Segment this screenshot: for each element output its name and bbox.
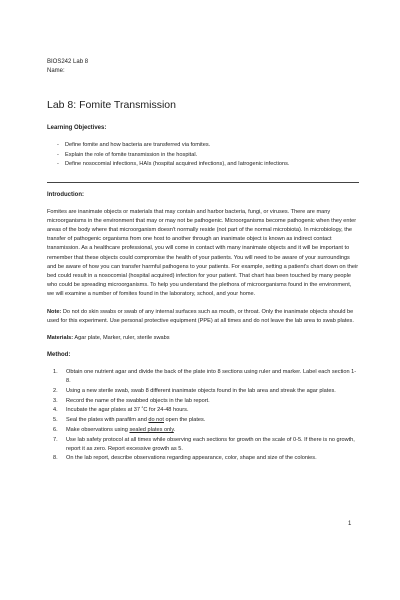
method-step	[53, 406, 359, 415]
introduction-paragraph: Fomites are inanimate objects or materials that may contain and harbor bacteria, fungi, or viruses. There are many microorganisms in the environment that may or may not be pathogenic. Microorganisms become pathogenic when they enter areas of the body where that microorganism doesn't normally reside (not part of the normal microbiota). In microbiology, the transfer of pathogenic organisms from one host to another through an inanimate object is known as indirect contact transmission. As a healthcare professional, you will come in contact with many inanimate objects and it will be important to remember that these objects could compromise the health of your patients. You will need to be aware of your surroundings and be aware of how you can transfer harmful pathogens to your patients. For example, setting a patient's chart down on their bed could result in a nosocomial (hospital acquired) infection for your patient. That chart has been touched by many people who could be spreading microorganisms. To help you understand the plethora of microorganisms found in the environment, we will examine a number of fomites found in the laboratory, school, and your home.	[47, 208, 359, 298]
method-step	[53, 397, 359, 406]
objective-text: Define nosocomial infections, HAIs (hospital acquired infections), and Iatrogenic infections.	[65, 161, 290, 167]
note-label: Note:	[47, 308, 62, 315]
course-label: BIOS242 Lab 8	[47, 59, 89, 65]
note-paragraph	[47, 308, 359, 326]
name-label: Name:	[47, 67, 65, 74]
method-step	[53, 426, 359, 435]
method-step	[53, 387, 359, 396]
objective-item	[57, 141, 359, 151]
step-number: 6.	[53, 426, 58, 433]
step-number: 5.	[53, 417, 58, 424]
step-number: 2.	[53, 388, 58, 395]
note-text: Do not do skin swabs or swab of any internal surfaces such as mouth, or throat. Only the inanimate objects should be used for this experiment. Use personal protective equipment (PPE) at all times and do not leave the lab area to swab plates.	[47, 308, 354, 324]
bullet-icon: -	[57, 142, 59, 148]
step-text: On the lab report, describe observations regarding appearance, color, shape and size of the colonies.	[66, 455, 317, 462]
step-text: Obtain one nutrient agar and divide the back of the plate into 8 sections using ruler and marker. Label each section 1-8.	[66, 369, 357, 385]
method-step	[53, 454, 359, 463]
step-number: 1.	[53, 369, 58, 376]
objective-text: Define fomite and how bacteria are transferred via fomites.	[65, 142, 211, 148]
objectives-list	[57, 141, 359, 170]
bullet-icon: -	[57, 151, 59, 158]
method-step	[53, 436, 359, 454]
step-text: Record the name of the swabbed objects in the lab report.	[66, 397, 210, 404]
bullet-icon: -	[57, 161, 59, 167]
method-heading: Method:	[47, 352, 71, 359]
step-text-after: .	[173, 426, 176, 433]
step-text-underlined: sealed plates only	[129, 426, 174, 433]
objective-item	[57, 160, 359, 170]
materials-text: Agar plate, Marker, ruler, sterile swabs	[74, 334, 170, 341]
method-steps	[53, 368, 359, 464]
learning-objectives-heading: Learning Objectives:	[47, 125, 107, 131]
method-step	[53, 416, 359, 425]
introduction-heading: Introduction:	[47, 191, 84, 198]
objective-text: Explain the role of fomite transmission in the hospital.	[65, 151, 198, 158]
objective-item	[57, 151, 359, 161]
page-content	[47, 58, 359, 464]
step-number: 7.	[53, 436, 58, 443]
materials-paragraph	[47, 334, 359, 343]
step-text-after: open the plates.	[163, 417, 206, 424]
page-number: 1	[348, 521, 352, 527]
section-divider	[47, 182, 359, 183]
step-text-before: Seal the plates with parafilm and	[66, 417, 149, 424]
step-number: 4.	[53, 407, 58, 414]
step-text: Incubate the agar plates at 37 ˚C for 24-48 hours.	[66, 407, 189, 414]
step-number: 8.	[53, 455, 58, 462]
method-step	[53, 368, 359, 386]
step-number: 3.	[53, 397, 58, 404]
step-text: Use lab safety protocol at all times while observing each sections for growth on the scale of 0-5. If there is no growth, report it as zero. Report excessive growth as 5.	[66, 436, 355, 452]
step-text: Using a new sterile swab, swab 8 different inanimate objects found in the lab area and streak the agar plates.	[66, 388, 336, 395]
page-title: Lab 8: Fomite Transmission	[47, 99, 176, 111]
step-text-underlined: do not	[148, 417, 164, 424]
step-text-before: Make observations using	[66, 426, 130, 433]
materials-label: Materials:	[47, 334, 74, 341]
